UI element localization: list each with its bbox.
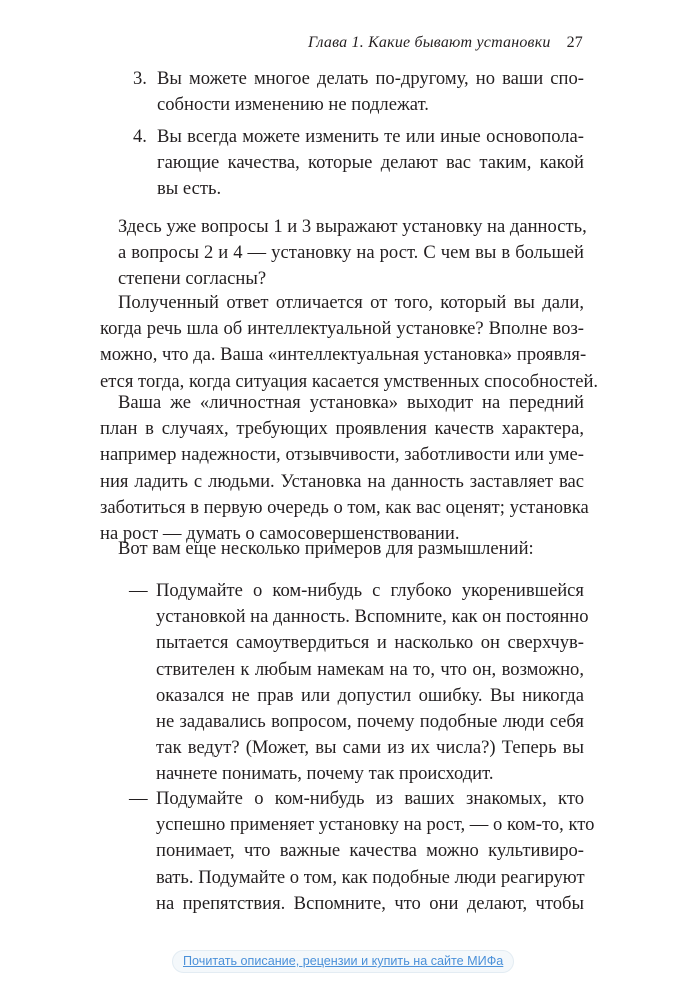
text-line: Подумайте о ком-нибудь с глубоко укоренившейся [156,580,584,601]
text-line: пытается самоутвердиться и насколько он сверхчув- [156,632,584,654]
list-number: 3. [133,68,147,89]
dash-marker: — [129,580,148,601]
paragraph [118,536,584,562]
paragraph [118,214,587,293]
text-line: начнете понимать, почему так происходит. [156,763,494,785]
text-line: когда речь шла об интеллектуальной установке? Вполне воз- [100,318,584,340]
text-line: Полученный ответ отличается от того, который вы дали, [118,292,584,313]
list-item-4 [133,124,584,203]
list-item-3 [133,66,584,118]
text-line: на препятствия. Вспомните, что они делают, чтобы [156,892,584,914]
text-line: ствителен к любым намекам на то, что он, возможно, [156,658,584,680]
text-line: ния ладить с людьми. Установка на данность заставляет вас [100,470,584,492]
text-line: понимает, что важные качества можно культивиро- [156,840,584,862]
text-line: степени согласны? [118,268,267,290]
dash-list-item [129,786,595,917]
text-line: вать. Подумайте о том, как подобные люди реагируют [156,866,585,888]
text-line: например надежности, отзывчивости, заботливости или уме- [100,444,584,466]
text-line: Вы можете многое делать по-другому, но ваши спо- [157,68,584,89]
text-line: вы есть. [157,178,222,200]
text-line: а вопросы 2 и 4 — установку на рост. С чем вы в большей [118,242,584,264]
text-line: так ведут? (Может, вы сами из их числа?) Теперь вы [156,737,584,759]
running-header [308,34,583,52]
paragraph [100,390,589,547]
text-line: Вот вам еще несколько примеров для размышлений: [118,538,534,559]
text-line: Вы всегда можете изменить те или иные основопола- [157,126,584,147]
page-number: 27 [566,34,583,51]
paragraph [100,290,599,395]
text-line: успешно применяет установку на рост, — о ком-то, кто [156,814,595,836]
text-line: можно, что да. Ваша «интеллектуальная установка» проявля- [100,344,587,366]
text-line: Подумайте о ком-нибудь из ваших знакомых, кто [156,788,584,809]
dash-list-item [129,578,589,788]
text-line: Ваша же «личностная установка» выходит на передний [118,392,584,413]
text-line: установкой на данность. Вспомните, как он постоянно [156,606,589,628]
dash-marker: — [129,788,148,809]
text-line: Здесь уже вопросы 1 и 3 выражают установку на данность, [118,216,587,237]
chapter-title: Глава 1. Какие бывают установки [308,34,551,51]
text-line: не задавались вопросом, почему подобные люди себя [156,711,584,733]
mif-purchase-link[interactable]: Почитать описание, рецензии и купить на сайте МИФа [172,950,514,973]
text-line: план в случаях, требующих проявления качеств характера, [100,418,584,440]
list-number: 4. [133,126,147,147]
text-line: на рост — думать о самосовершенствовании. [100,523,460,545]
text-line: собности изменению не подлежат. [157,94,429,116]
text-line: оказался не прав или допустил ошибку. Вы никогда [156,684,584,706]
text-line: ется тогда, когда ситуация касается умственных способностей. [100,370,599,392]
text-line: гающие качества, которые делают вас таким, какой [157,152,584,174]
text-line: заботиться в первую очередь о том, как вас оценят; установка [100,496,589,518]
